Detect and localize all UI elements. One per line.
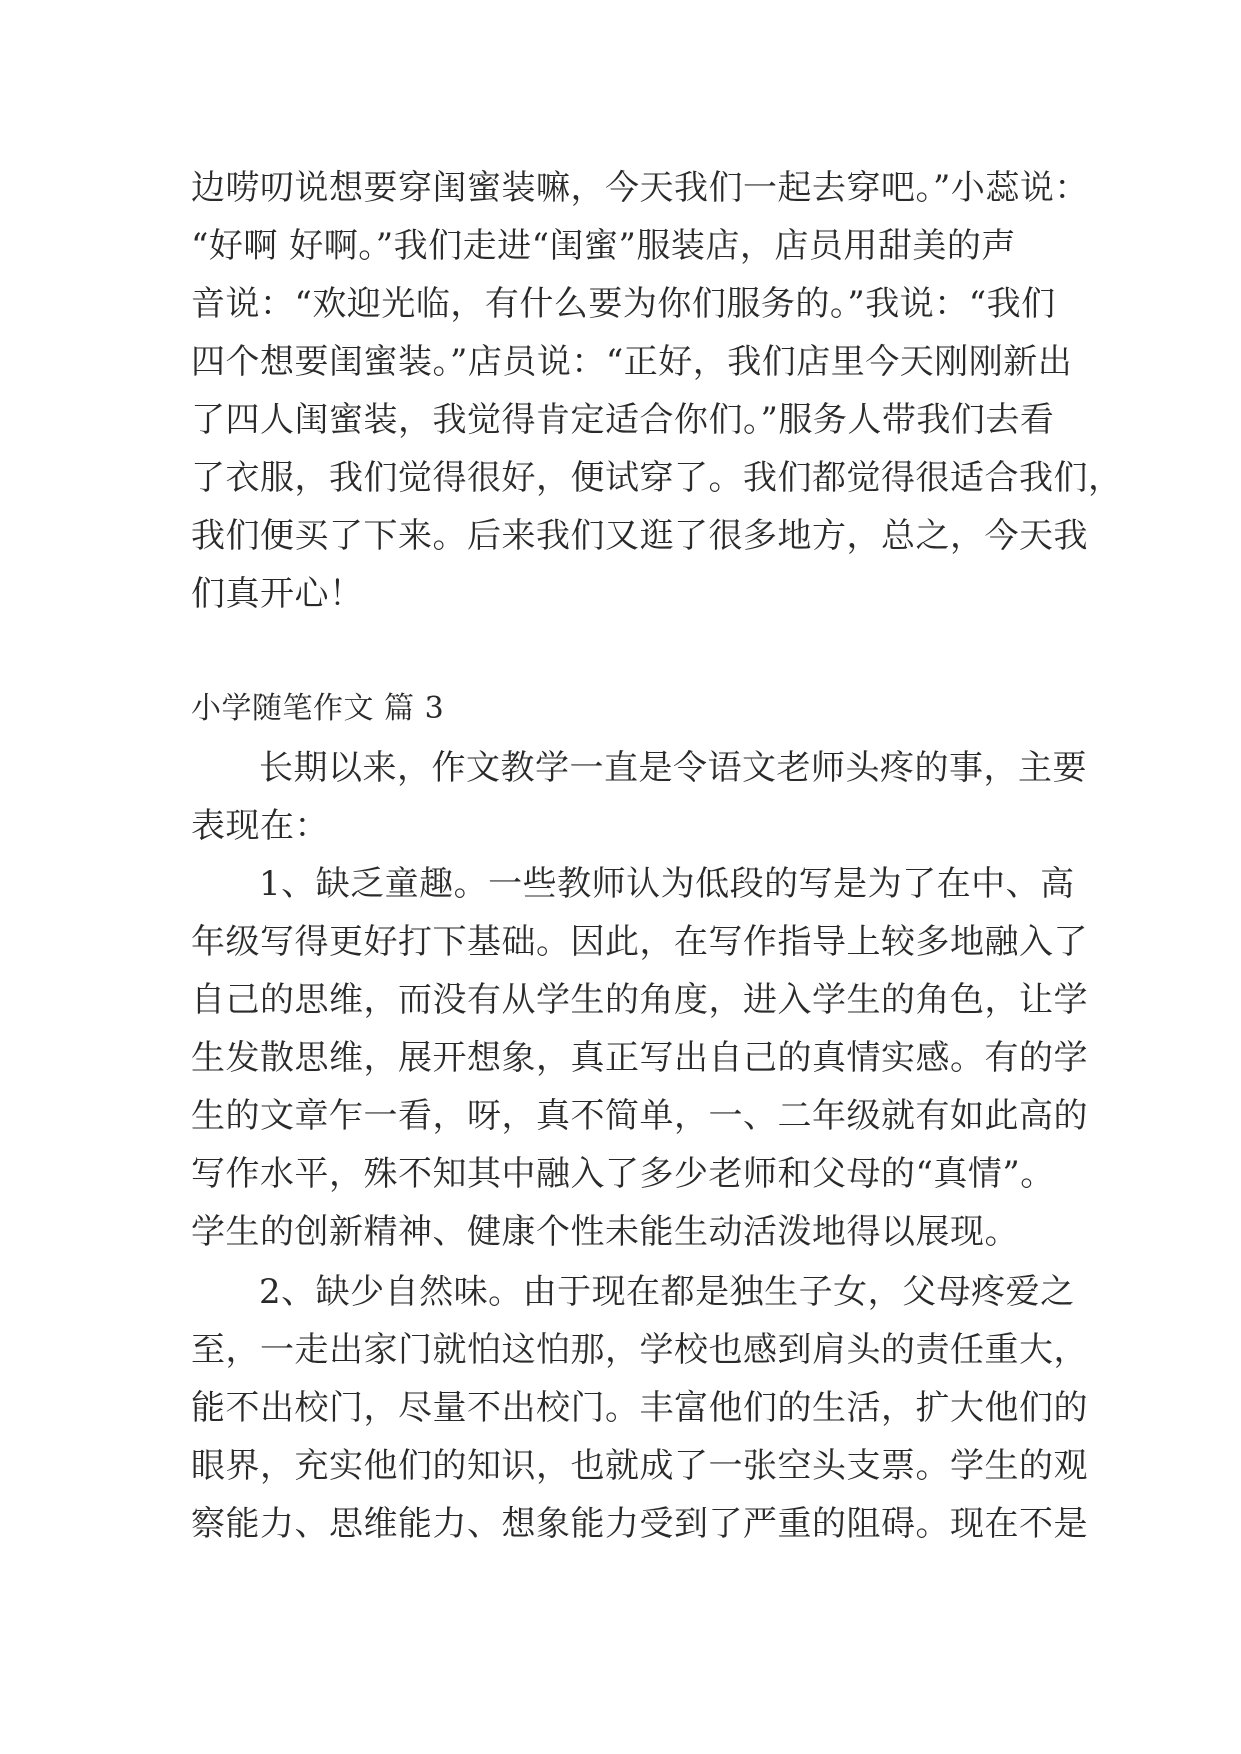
text-line: 写作水平，殊不知其中融入了多少老师和父母的“真情”。 [191, 1154, 1055, 1194]
text-line: 四个想要闺蜜装。”店员说：“正好，我们店里今天刚刚新出 [191, 342, 1073, 382]
text-line: 至，一走出家门就怕这怕那，学校也感到肩头的责任重大， [191, 1330, 1088, 1370]
text-line: 生发散思维，展开想象，真正写出自己的真情实感。有的学 [191, 1038, 1088, 1078]
text-line: 学生的创新精神、健康个性未能生动活泼地得以展现。 [191, 1212, 1019, 1252]
section-title: 小学随笔作文 篇 3 [191, 691, 445, 726]
text-line: 生的文章乍一看，呀，真不简单，一、二年级就有如此高的 [191, 1096, 1088, 1136]
text-line: 眼界，充实他们的知识，也就成了一张空头支票。学生的观 [191, 1446, 1088, 1486]
text-line: 边唠叨说想要穿闺蜜装嘛，今天我们一起去穿吧。”小蕊说： [191, 168, 1089, 208]
text-line: 我们便买了下来。后来我们又逛了很多地方，总之，今天我 [191, 516, 1088, 556]
text-line: 年级写得更好打下基础。因此，在写作指导上较多地融入了 [191, 922, 1088, 962]
text-line: 音说：“欢迎光临，有什么要为你们服务的。”我说：“我们 [191, 284, 1056, 324]
text-line: 长期以来，作文教学一直是令语文老师头疼的事，主要 [259, 748, 1087, 788]
text-line: 了衣服，我们觉得很好，便试穿了。我们都觉得很适合我们， [191, 458, 1123, 498]
text-line: 2、缺少自然味。由于现在都是独生子女，父母疼爱之 [259, 1272, 1075, 1312]
text-line: 表现在： [191, 806, 329, 846]
text-line: “好啊 好啊。”我们走进“闺蜜”服装店，店员用甜美的声 [191, 226, 1016, 266]
text-line: 们真开心！ [191, 574, 364, 614]
text-line: 1、缺乏童趣。一些教师认为低段的写是为了在中、高 [259, 864, 1075, 904]
text-line: 察能力、思维能力、想象能力受到了严重的阻碍。现在不是 [191, 1504, 1088, 1544]
text-line: 了四人闺蜜装，我觉得肯定适合你们。”服务人带我们去看 [191, 400, 1055, 440]
text-line: 能不出校门，尽量不出校门。丰富他们的生活，扩大他们的 [191, 1388, 1088, 1428]
text-line: 自己的思维，而没有从学生的角度，进入学生的角色，让学 [191, 980, 1088, 1020]
